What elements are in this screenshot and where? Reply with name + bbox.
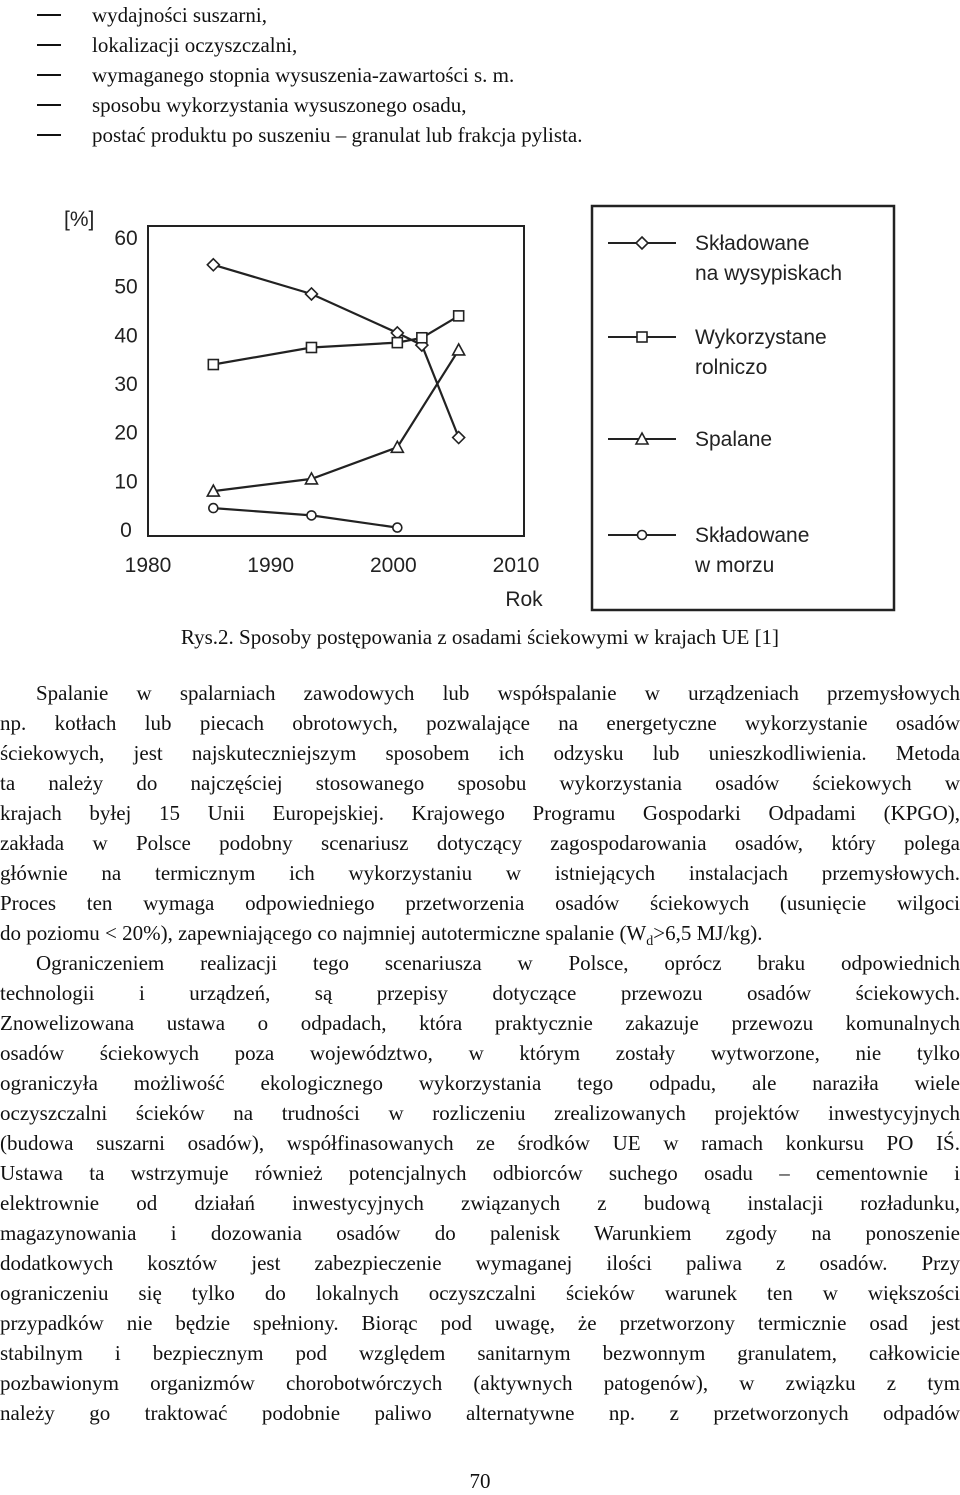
text-line: ściekowych, jest najskuteczniejszym sposobem ich odzysku lub unieszkodliwienia. Metoda <box>0 741 960 765</box>
text-line: elektrownie od działań inwestycyjnych związanych z budową instalacji rozładunku, <box>0 1191 960 1215</box>
text-line: Ograniczeniem realizacji tego scenariusza w Polsce, oprócz braku odpowiednich <box>36 951 960 975</box>
bullet-text: postać produktu po suszeniu – granulat lub frakcja pylista. <box>92 123 583 147</box>
text-line: osadów ściekowych poza województwo, w którym zostały wytworzone, nie tylko <box>0 1041 960 1065</box>
bullet-text: wymaganego stopnia wysuszenia-zawartości s. m. <box>92 63 515 87</box>
text-line: należy go traktować podobnie paliwo alternatywne np. z przetworzonych odpadów <box>0 1401 960 1425</box>
data-point-circle <box>393 523 402 532</box>
text-line: ograniczyła możliwość ekologicznego wykorzystania tego odpadu, ale naraziła wiele <box>0 1071 960 1095</box>
y-tick-label: 40 <box>114 324 138 348</box>
figure-caption: Rys.2. Sposoby postępowania z osadami ściekowymi w krajach UE [1] <box>180 625 780 649</box>
text-line: (budowa suszarni osadów), współfinasowanych ze środków UE w ramach konkursu PO IŚ. <box>0 1131 960 1155</box>
text-line: oczyszczalni ścieków na trudności w rozliczeniu zrealizowanych projektów inwestycyjnych <box>0 1101 960 1125</box>
data-point-circle <box>307 511 316 520</box>
x-tick-label: 1980 <box>124 554 172 577</box>
x-tick-label: 1990 <box>247 554 295 577</box>
series-line-triangle <box>213 350 458 491</box>
text-line: Ustawa ta wstrzymuje również potencjalnych odbiorców suchego osadu – cementownie i <box>0 1161 960 1185</box>
legend-diamond-icon <box>636 237 648 249</box>
text-line: np. kotłach lub piecach obrotowych, pozwalające na energetyczne wykorzystanie osadów <box>0 711 960 735</box>
text-line: ograniczeniu się tylko do lokalnych oczyszczalni ścieków warunek ten w większości <box>0 1281 960 1305</box>
x-axis-label: Rok <box>505 588 543 611</box>
y-tick-label: 50 <box>114 275 138 299</box>
text-line: pozbawionym organizmów chorobotwórczych (aktywnych patogenów), w związku z tym <box>0 1371 960 1395</box>
page-number: 70 <box>469 1469 491 1493</box>
data-point-square <box>454 311 464 321</box>
legend-label: rolniczo <box>695 356 768 379</box>
series-line-circle <box>213 508 397 527</box>
y-tick-label: 30 <box>114 373 138 396</box>
text-line: przypadków nie będzie spełniony. Biorąc pod uwagę, że przetworzony termicznie osad jest <box>0 1311 960 1335</box>
data-point-square <box>392 338 402 348</box>
text-line: magazynowania i dozowania osadów do palenisk Warunkiem zgody na ponoszenie <box>0 1221 960 1245</box>
data-point-diamond <box>207 259 219 271</box>
legend-label: Spalane <box>695 428 773 451</box>
legend-label: Składowane <box>695 524 810 547</box>
legend-label: na wysypiskach <box>695 262 843 285</box>
text-line: Znowelizowana ustawa o odpadach, która praktycznie zakazuje przewozu komunalnych <box>0 1011 960 1035</box>
text-line: do poziomu < 20%), zapewniającego co najmniej autotermiczne spalanie ($W_d>6,5$ MJ/kg). <box>0 921 763 950</box>
data-point-diamond <box>305 288 317 300</box>
legend-label: Składowane <box>695 232 810 255</box>
line-chart <box>0 190 960 620</box>
text-line: zakłada w Polsce podobny scenariusz dotyczący zagospodarowania osadów, który polega <box>0 831 960 855</box>
bullet-text: sposobu wykorzystania wysuszonego osadu, <box>92 93 467 117</box>
legend-label: w morzu <box>695 554 775 577</box>
data-point-square <box>208 360 218 370</box>
plot-frame <box>148 226 524 536</box>
text-line: krajach byłej 15 Unii Europejskiej. Krajowego Programu Gospodarki Odpadami (KPGO), <box>0 801 960 825</box>
data-point-triangle <box>453 344 465 355</box>
y-tick-label: 0 <box>120 519 132 542</box>
bullet-text: lokalizacji oczyszczalni, <box>92 33 298 57</box>
text-line: Spalanie w spalarniach zawodowych lub współspalanie w urządzeniach przemysłowych <box>36 681 960 705</box>
x-tick-label: 2010 <box>492 554 540 577</box>
y-tick-label: 20 <box>114 421 138 445</box>
y-axis-label: [%] <box>64 208 95 231</box>
text-line: technologii i urządzeń, są przepisy dotyczące przewozu osadów ściekowych. <box>0 981 960 1005</box>
y-tick-label: 60 <box>114 227 138 250</box>
data-point-triangle <box>391 441 403 452</box>
y-tick-label: 10 <box>114 470 138 494</box>
text-line: ta należy do najczęściej stosowanego sposobu wykorzystania osadów ściekowych w <box>0 771 960 795</box>
data-point-circle <box>209 504 218 513</box>
legend-label: Wykorzystane <box>695 326 827 349</box>
text-line: stabilnym i bezpiecznym pod względem sanitarnym bezwonnym granulatem, całkowicie <box>0 1341 960 1365</box>
x-tick-label: 2000 <box>369 554 417 577</box>
data-point-diamond <box>453 432 465 444</box>
text-line: dodatkowych kosztów jest zabezpieczenie wymaganej ilości paliwa z osadów. Przy <box>0 1251 960 1275</box>
legend-circle-icon <box>638 531 647 540</box>
data-point-square <box>417 333 427 343</box>
data-point-square <box>306 343 316 353</box>
text-line: Proces ten wymaga odpowiedniego przetworzenia osadów ściekowych (usunięcie wilgoci <box>0 891 960 915</box>
text-line: głównie na termicznym ich wykorzystaniu w istniejących instalacjach przemysłowych. <box>0 861 960 885</box>
bullet-text: wydajności suszarni, <box>92 3 267 27</box>
legend-square-icon <box>637 332 647 342</box>
